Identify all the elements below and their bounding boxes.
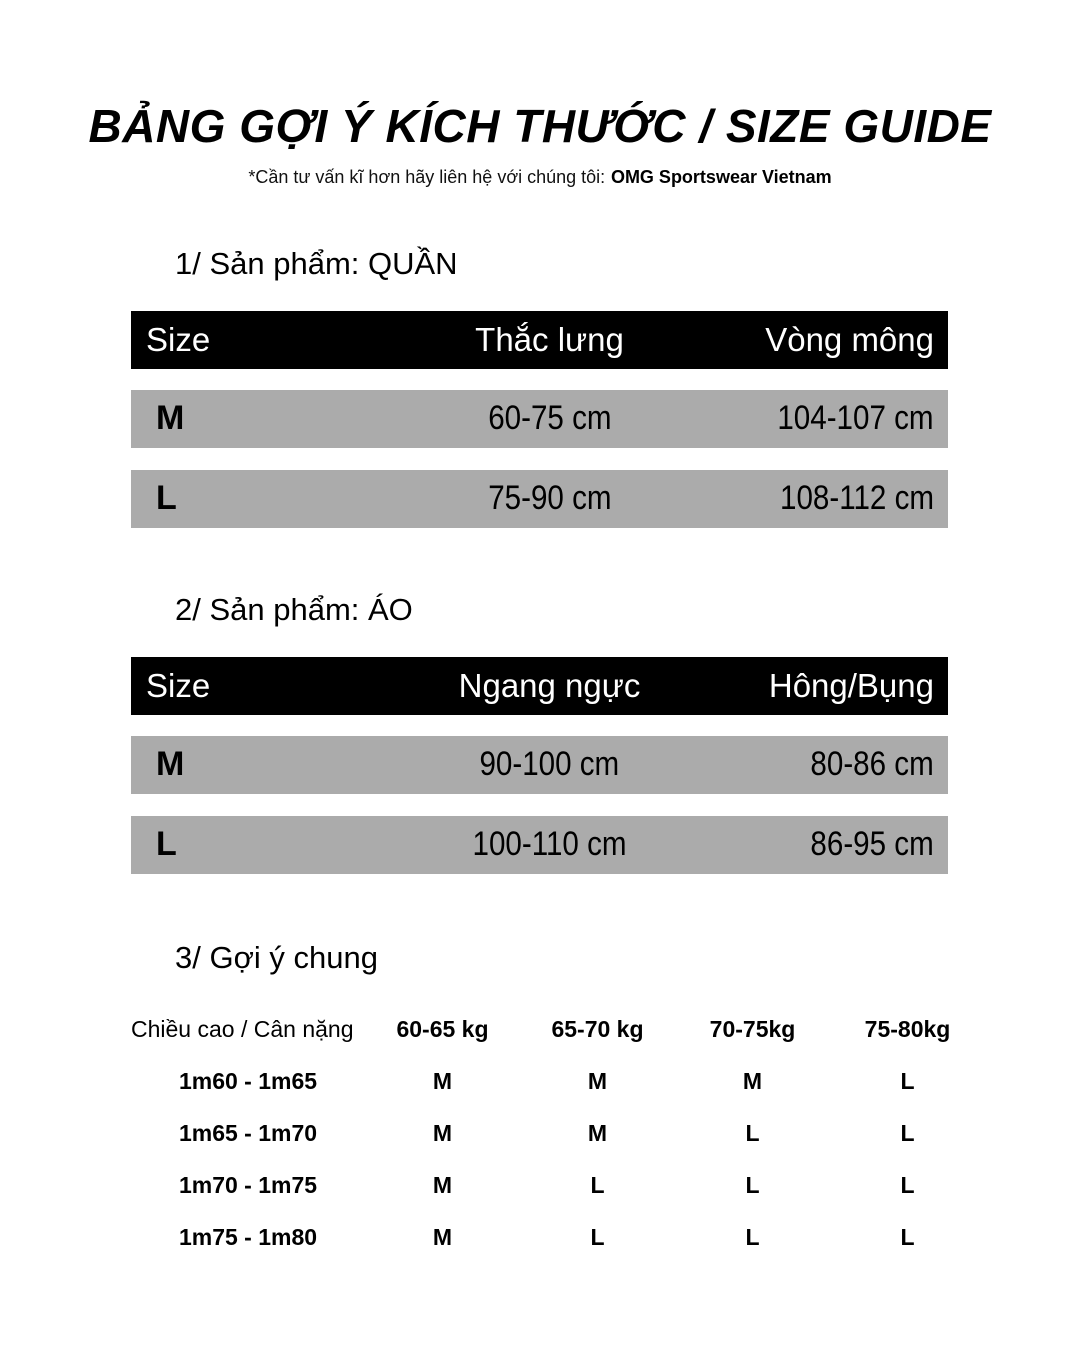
size-cell: M	[156, 745, 185, 784]
guide-row	[131, 1224, 985, 1254]
weight-column-header: 75-80kg	[864, 1015, 951, 1042]
brand-name: OMG Sportswear Vietnam	[610, 166, 832, 187]
size-value: L	[745, 1119, 760, 1146]
size-value: L	[745, 1223, 760, 1250]
document-header	[0, 0, 1080, 188]
waist-cell: 60-75 cm	[487, 399, 612, 438]
guide-row	[131, 1120, 985, 1150]
size-value: L	[590, 1223, 605, 1250]
guide-row	[131, 1172, 985, 1202]
chest-cell: 100-110 cm	[472, 825, 627, 864]
height-range-label: 1m65 - 1m70	[178, 1119, 318, 1146]
pants-size-table	[131, 311, 948, 528]
hip-cell: 104-107 cm	[777, 399, 934, 438]
size-value: L	[900, 1223, 915, 1250]
belly-cell: 80-86 cm	[810, 745, 934, 784]
size-value: M	[432, 1119, 453, 1146]
column-header-waist: Thắc lưng	[475, 320, 624, 358]
table-row	[131, 470, 948, 528]
section-pants-heading: 1/ Sản phẩm: QUẦN	[175, 245, 458, 281]
general-guide-table	[131, 1016, 985, 1254]
subtitle-text: *Cần tư vấn kĩ hơn hãy liên hệ với chúng tôi:	[248, 166, 606, 187]
column-header-size: Size	[146, 320, 211, 358]
chest-cell: 90-100 cm	[479, 745, 620, 784]
subtitle	[0, 167, 1080, 188]
waist-cell: 75-90 cm	[487, 479, 612, 518]
size-value: L	[590, 1171, 605, 1198]
size-value: M	[587, 1119, 608, 1146]
shirts-table-header-row	[131, 657, 948, 715]
size-value: L	[900, 1119, 915, 1146]
size-value: L	[745, 1171, 760, 1198]
section-general-guide	[0, 940, 1080, 1254]
column-header-size: Size	[146, 666, 211, 704]
size-value: M	[432, 1171, 453, 1198]
pants-table-header-row	[131, 311, 948, 369]
size-cell: M	[156, 399, 185, 438]
table-row	[131, 390, 948, 448]
size-value: L	[900, 1067, 915, 1094]
weight-column-header: 70-75kg	[709, 1015, 796, 1042]
size-cell: L	[156, 825, 177, 864]
column-header-belly: Hông/Bụng	[768, 666, 934, 704]
height-range-label: 1m70 - 1m75	[178, 1171, 318, 1198]
hip-cell: 108-112 cm	[779, 479, 934, 518]
column-header-hip: Vòng mông	[765, 320, 934, 358]
height-range-label: 1m60 - 1m65	[178, 1067, 318, 1094]
size-value: M	[742, 1067, 763, 1094]
size-value: M	[587, 1067, 608, 1094]
weight-column-header: 65-70 kg	[551, 1015, 644, 1042]
table-row	[131, 816, 948, 874]
table-row	[131, 736, 948, 794]
size-value: M	[432, 1067, 453, 1094]
height-range-label: 1m75 - 1m80	[178, 1223, 318, 1250]
weight-column-header: 60-65 kg	[396, 1015, 489, 1042]
corner-label: Chiều cao / Cân nặng	[131, 1015, 354, 1042]
size-cell: L	[156, 479, 177, 518]
guide-header-row	[131, 1016, 985, 1046]
column-header-chest: Ngang ngực	[458, 666, 641, 704]
section-general-heading: 3/ Gợi ý chung	[175, 939, 378, 975]
shirts-size-table	[131, 657, 948, 874]
size-value: M	[432, 1223, 453, 1250]
page-title: BẢNG GỢI Ý KÍCH THƯỚC / SIZE GUIDE	[88, 100, 992, 152]
section-pants	[0, 246, 1080, 528]
size-value: L	[900, 1171, 915, 1198]
belly-cell: 86-95 cm	[810, 825, 934, 864]
guide-row	[131, 1068, 985, 1098]
section-shirts	[0, 592, 1080, 874]
section-shirts-heading: 2/ Sản phẩm: ÁO	[175, 591, 413, 627]
